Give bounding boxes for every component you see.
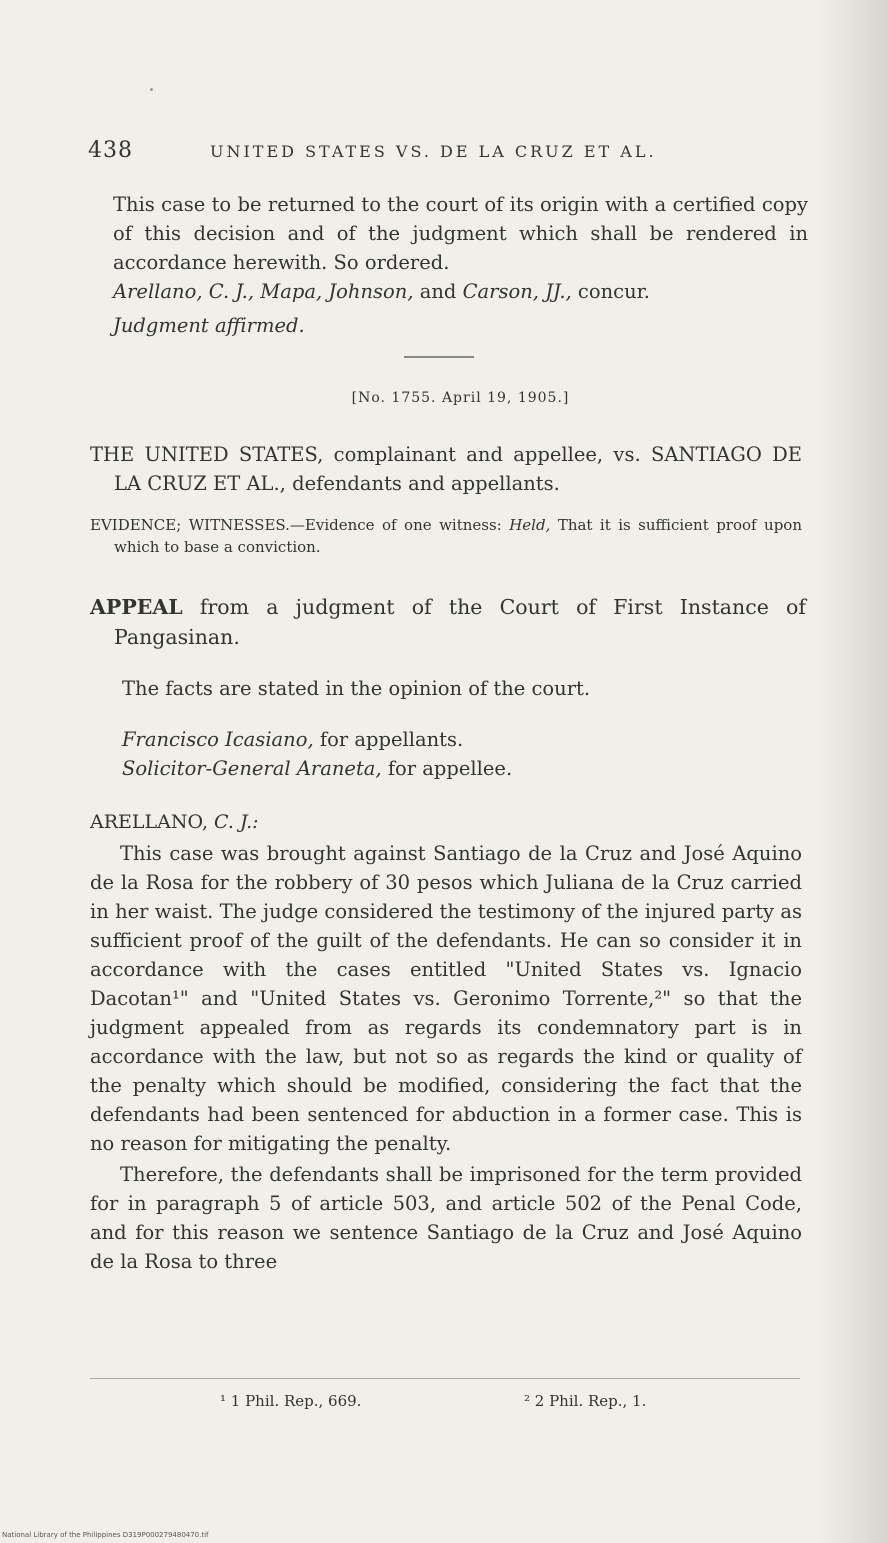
opinion <box>90 808 802 1276</box>
appeal-paragraph <box>90 592 806 652</box>
closing-paragraph: This case to be returned to the court of its origin with a certified copy of this decision and of the judgment which shall be rendered in accordance herewith. So ordered. <box>113 193 808 274</box>
counsel-1-role: for appellants. <box>319 728 464 751</box>
running-head: UNITED STATES VS. DE LA CRUZ ET AL. <box>210 142 657 161</box>
concurring-justices: Arellano, C. J., Mapa, Johnson, <box>113 280 414 303</box>
concur-word: concur. <box>577 280 650 303</box>
syllabus-held: Held, <box>509 516 551 534</box>
appeal-text: from a judgment of the Court of First Instance of Pangasinan. <box>114 595 806 649</box>
counsel-1-name: Francisco Icasiano, <box>122 728 314 751</box>
footnote-2: ² 2 Phil. Rep., 1. <box>524 1392 647 1410</box>
judge-name: ARELLANO, <box>90 811 208 833</box>
appeal-word: APPEAL <box>90 595 183 619</box>
counsel-line-1 <box>122 725 802 754</box>
syllabus-rest: That it is sufficient proof upon which to base a conviction. <box>114 516 802 556</box>
syllabus-text: Evidence of one witness: <box>304 516 502 534</box>
footnote-1: ¹ 1 Phil. Rep., 669. <box>220 1392 362 1410</box>
page-header <box>88 138 792 168</box>
disposition: Judgment affirmed. <box>113 314 305 337</box>
counsel-2-role: for appellee. <box>387 757 513 780</box>
footnote-rule <box>90 1378 800 1379</box>
concurrence-line <box>113 277 808 306</box>
section-divider <box>404 356 474 358</box>
scan-speck <box>150 88 153 91</box>
concurring-justices-2: Carson, JJ., <box>462 280 572 303</box>
page-number: 438 <box>88 138 133 163</box>
library-stamp: National Library of the Philippines D319P000279480470.tif <box>2 1531 209 1539</box>
counsel-2-name: Solicitor-General Araneta, <box>122 757 382 780</box>
counsel-line-2 <box>122 754 802 783</box>
page-edge-shadow <box>818 0 888 1543</box>
case-caption <box>90 440 802 498</box>
previous-case-closing <box>113 190 808 340</box>
opinion-paragraph-2: Therefore, the defendants shall be imprisoned for the term provided for in paragraph 5 of article 503, and article 502 of the Penal Code, and for this reason we sentence Santiago de la Cruz and José Aquino de la Rosa to three <box>90 1163 802 1273</box>
syllabus <box>90 514 802 558</box>
facts-line <box>122 674 802 703</box>
syllabus-topic: EVIDENCE; WITNESSES.— <box>90 516 305 534</box>
counsel-block <box>122 725 802 783</box>
opinion-paragraph-1: This case was brought against Santiago de la Cruz and José Aquino de la Rosa for the robbery of 30 pesos which Juliana de la Cruz carried in her waist. The judge considered the testimony of the injured party as sufficient proof of the guilt of the defendants. He can so consider it in accordance with the cases entitled "United States vs. Ignacio Dacotan¹" and "United States vs. Geronimo Torrente,²" so that the judgment appealed from as regards its condemnatory part is in accordance with the law, but not so as regards the kind or quality of the penalty which should be modified, considering the fact that the defendants had been sentenced for abduction in a former case. This is no reason for mitigating the penalty. <box>90 842 802 1155</box>
concur-and: and <box>419 280 457 303</box>
appeal-block <box>90 592 806 652</box>
footnotes <box>220 1392 740 1418</box>
syllabus-paragraph <box>90 514 802 558</box>
judge-line <box>90 808 802 837</box>
facts-text: The facts are stated in the opinion of the court. <box>122 677 591 700</box>
judge-title: C. J.: <box>214 811 259 833</box>
docket-line: [No. 1755. April 19, 1905.] <box>351 390 570 406</box>
caption-text: THE UNITED STATES, complainant and appellee, vs. SANTIAGO DE LA CRUZ ET AL., defendants and appellants. <box>90 443 802 495</box>
